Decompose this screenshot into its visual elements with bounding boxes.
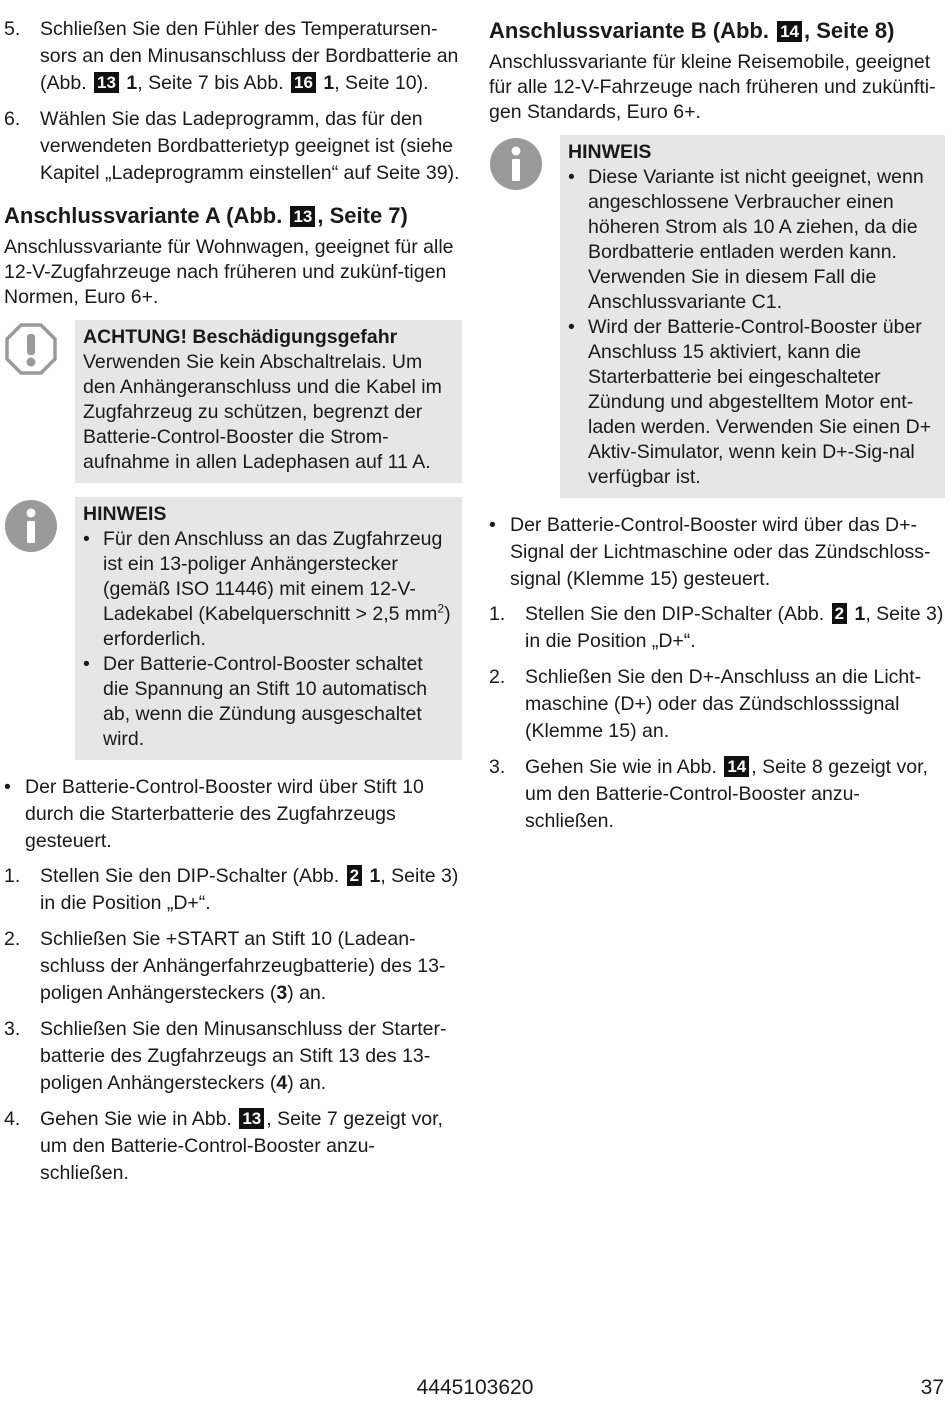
note-bullet-text: ) erforderlich. [103, 603, 451, 650]
step-text-part: , Seite 7 gezeigt vor, um den Batterie-Control-Booster anzu-schließen. [40, 1108, 443, 1184]
step-number: 2. [489, 666, 506, 688]
section-intro: Anschlussvariante für Wohnwagen, geeignet für alle 12-V-Zugfahrzeuge nach früheren und zukünf-tigen Normen, Euro 6+. [4, 236, 454, 308]
step-text [40, 16, 462, 97]
right-column [489, 16, 945, 844]
figure-ref: 1 [323, 72, 335, 94]
note-bullet-text: Für den Anschluss an das Zugfahrzeug ist ein 13-poliger Anhängerstecker (gemäß ISO 11446) mit einem 12-V-Ladekabel (Kabelquerschnitt > 2,5 mm [103, 528, 443, 625]
section-heading-b [489, 16, 945, 46]
step-number: 1. [489, 603, 506, 625]
caution-notice [4, 320, 462, 483]
step-text-part: , Seite 3) in die Position „D+“. [40, 865, 459, 914]
step-number: 2. [4, 928, 21, 950]
warning-octagon-icon [4, 322, 58, 376]
bullet-dot: • [568, 166, 575, 188]
step-text [40, 863, 462, 917]
note-notice [4, 497, 462, 760]
figure-ref: 1 [369, 865, 381, 887]
step-1 [489, 601, 945, 655]
heading-text: , Seite 8) [804, 18, 895, 43]
figure-badge: 13 [290, 206, 315, 227]
step-text-part: ) an. [287, 982, 327, 1004]
figure-badge: 16 [291, 72, 316, 93]
bullet-dot: • [83, 653, 90, 675]
figure-badge: 14 [724, 756, 749, 777]
bullet-dot: • [489, 514, 496, 536]
step-text-part: , Seite 10). [334, 72, 429, 94]
step-text-part: Schließen Sie den Fühler des Temperatursen-sors an den Minusanschluss der Bordbatterie an (Abb. [40, 18, 459, 94]
step-text-part: , Seite 3) in die Position „D+“. [525, 603, 944, 652]
note-heading: HINWEIS [568, 141, 652, 163]
step-number: 3. [4, 1018, 21, 1040]
step-number: 5. [4, 18, 21, 40]
figure-ref: 1 [854, 603, 866, 625]
step-text-part: Gehen Sie wie in Abb. [525, 756, 717, 778]
superscript: 2 [437, 601, 445, 616]
step-text-part: Gehen Sie wie in Abb. [40, 1108, 232, 1130]
note-box [560, 135, 945, 498]
part-ref: 3 [276, 982, 288, 1004]
bullet-dot: • [568, 316, 575, 338]
document-number: 4445103620 [416, 1376, 534, 1399]
step-1 [4, 863, 462, 917]
note-bullet [83, 652, 454, 752]
step-text-part: Stellen Sie den DIP-Schalter (Abb. [525, 603, 825, 625]
step-text [525, 601, 945, 655]
section-intro: Anschlussvariante für kleine Reisemobile, geeignet für alle 12-V-Fahrzeuge nach früheren und zukünfti-gen Standards, Euro 6+. [489, 51, 936, 123]
step-number: 6. [4, 108, 21, 130]
step-text [525, 754, 945, 835]
note-bullet [568, 315, 937, 490]
bullet-item [489, 512, 945, 593]
info-icon [489, 137, 543, 191]
step-number: 1. [4, 865, 21, 887]
step-text-part: ) an. [287, 1072, 327, 1094]
note-bullet [568, 165, 937, 315]
caution-box [75, 320, 462, 483]
figure-ref: 1 [126, 72, 138, 94]
figure-badge: 13 [239, 1108, 264, 1129]
note-bullet-text: Der Batterie-Control-Booster schaltet die Spannung an Stift 10 automatisch ab, wenn die Zündung ausgeschaltet wird. [103, 653, 428, 750]
section-heading-a [4, 201, 462, 231]
bullet-text: Der Batterie-Control-Booster wird über Stift 10 durch die Starterbatterie des Zugfahrzeugs gesteuert. [25, 776, 424, 852]
note-notice [489, 135, 945, 498]
figure-badge: 13 [94, 72, 119, 93]
step-5 [4, 16, 462, 97]
note-box [75, 497, 462, 760]
note-bullet [83, 527, 454, 652]
step-6 [4, 106, 462, 187]
note-bullet-text: Wird der Batterie-Control-Booster über Anschluss 15 aktiviert, kann die Starterbatterie bei eingeschalteter Zündung und abgestelltem Motor ent-laden werden. Verwenden Sie einen D+ Aktiv-Simulator, wenn kein D+-Sig-nal verfügbar ist. [588, 316, 932, 488]
bullet-dot: • [4, 776, 11, 798]
step-2 [4, 926, 462, 1007]
heading-text: Anschlussvariante A (Abb. [4, 203, 283, 228]
step-4 [4, 1106, 462, 1187]
step-3 [489, 754, 945, 835]
bullet-text: Der Batterie-Control-Booster wird über das D+-Signal der Lichtmaschine oder das Zündschloss-signal (Klemme 15) gesteuert. [510, 514, 931, 590]
page-number: 37 [920, 1376, 944, 1399]
step-text: Wählen Sie das Ladeprogramm, das für den verwendeten Bordbatterietyp geeignet ist (siehe Kapitel „Ladeprogramm einstellen“ auf Seite 39). [40, 108, 460, 184]
figure-badge: 2 [347, 865, 362, 886]
bullet-dot: • [83, 528, 90, 550]
bullet-item [4, 774, 462, 855]
note-bullet-text: Diese Variante ist nicht geeignet, wenn angeschlossene Verbraucher einen höheren Strom als 10 A ziehen, da die Bordbatterie entladen werden kann. Verwenden Sie in diesem Fall die Anschlussvariante C1. [588, 166, 924, 313]
info-icon [4, 499, 58, 553]
note-heading: HINWEIS [83, 503, 167, 525]
caution-heading: ACHTUNG! Beschädigungsgefahr [83, 326, 398, 348]
figure-badge: 14 [777, 21, 802, 42]
step-3 [4, 1016, 462, 1097]
step-text-part: Schließen Sie den Minusanschluss der Starter-batterie des Zugfahrzeugs an Stift 13 des 13-poligen Anhängersteckers ( [40, 1018, 447, 1094]
step-text-part: Stellen Sie den DIP-Schalter (Abb. [40, 865, 340, 887]
caution-text: Verwenden Sie kein Abschaltrelais. Um den Anhängeranschluss und die Kabel im Zugfahrzeug zu schützen, begrenzt der Batterie-Control-Booster die Strom-aufnahme in allen Ladephasen auf 11 A. [83, 351, 442, 473]
step-number: 4. [4, 1108, 21, 1130]
step-text: Schließen Sie den D+-Anschluss an die Licht-maschine (D+) oder das Zündschlosssignal (Klemme 15) an. [525, 666, 922, 742]
heading-text: Anschlussvariante B (Abb. [489, 18, 769, 43]
figure-badge: 2 [832, 603, 847, 624]
step-2 [489, 664, 945, 745]
step-text-part: , Seite 7 bis Abb. [137, 72, 284, 94]
step-text-part: , Seite 8 gezeigt vor, um den Batterie-Control-Booster anzu-schließen. [525, 756, 928, 832]
left-column [4, 16, 462, 1196]
step-text [40, 1016, 462, 1097]
step-text [40, 1106, 462, 1187]
part-ref: 4 [276, 1072, 288, 1094]
heading-text: , Seite 7) [317, 203, 408, 228]
step-text [40, 926, 462, 1007]
step-number: 3. [489, 756, 506, 778]
step-text-part: Schließen Sie +START an Stift 10 (Ladean-schluss der Anhängerfahrzeugbatterie) des 13-poligen Anhängersteckers ( [40, 928, 446, 1004]
